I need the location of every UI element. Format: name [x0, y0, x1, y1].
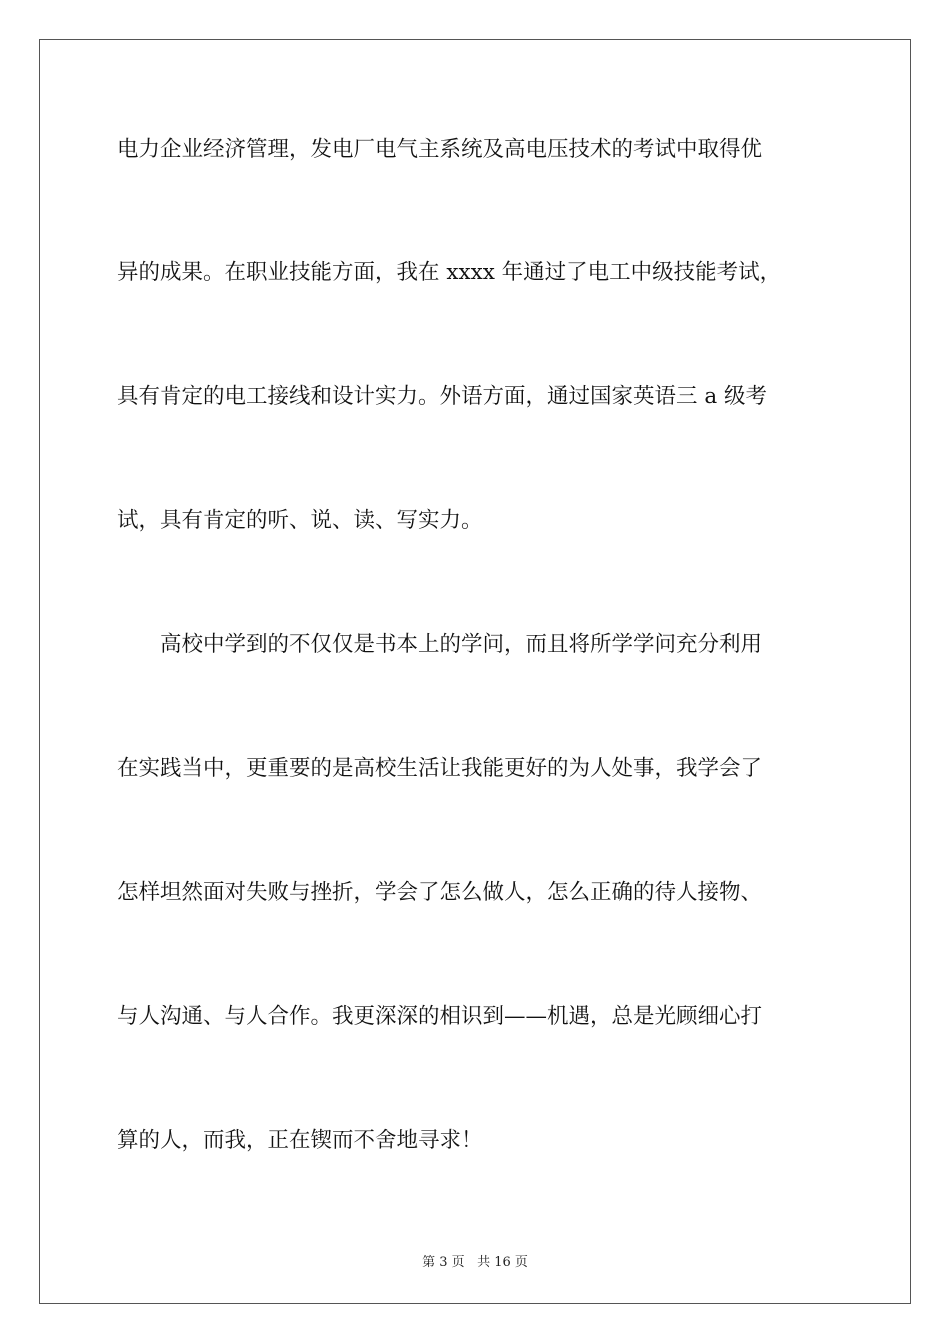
page-total: 共 16 页 — [477, 1255, 528, 1270]
body-text-line-1: 电力企业经济管理，发电厂电气主系统及高电压技术的考试中取得优 — [117, 137, 763, 162]
page-footer — [0, 1251, 950, 1270]
body-text-line-2: 异的成果。在职业技能方面，我在 xxxx 年通过了电工中级技能考试， — [117, 260, 782, 285]
body-text-line-8: 与人沟通、与人合作。我更深深的相识到——机遇，总是光顾细心打 — [117, 1004, 763, 1029]
body-text-line-5: 高校中学到的不仅仅是书本上的学问，而且将所学学问充分利用 — [117, 632, 763, 657]
body-text-line-6: 在实践当中，更重要的是高校生活让我能更好的为人处事，我学会了 — [117, 756, 763, 781]
body-text-line-9: 算的人，而我，正在锲而不舍地寻求！ — [117, 1128, 483, 1153]
body-text-line-3: 具有肯定的电工接线和设计实力。外语方面，通过国家英语三 a 级考 — [117, 384, 767, 409]
body-text-line-7: 怎样坦然面对失败与挫折，学会了怎么做人，怎么正确的待人接物、 — [117, 880, 763, 905]
page-number: 第 3 页 — [422, 1255, 465, 1270]
page-frame — [39, 39, 911, 1304]
body-text-line-4: 试，具有肯定的听、说、读、写实力。 — [117, 508, 483, 533]
